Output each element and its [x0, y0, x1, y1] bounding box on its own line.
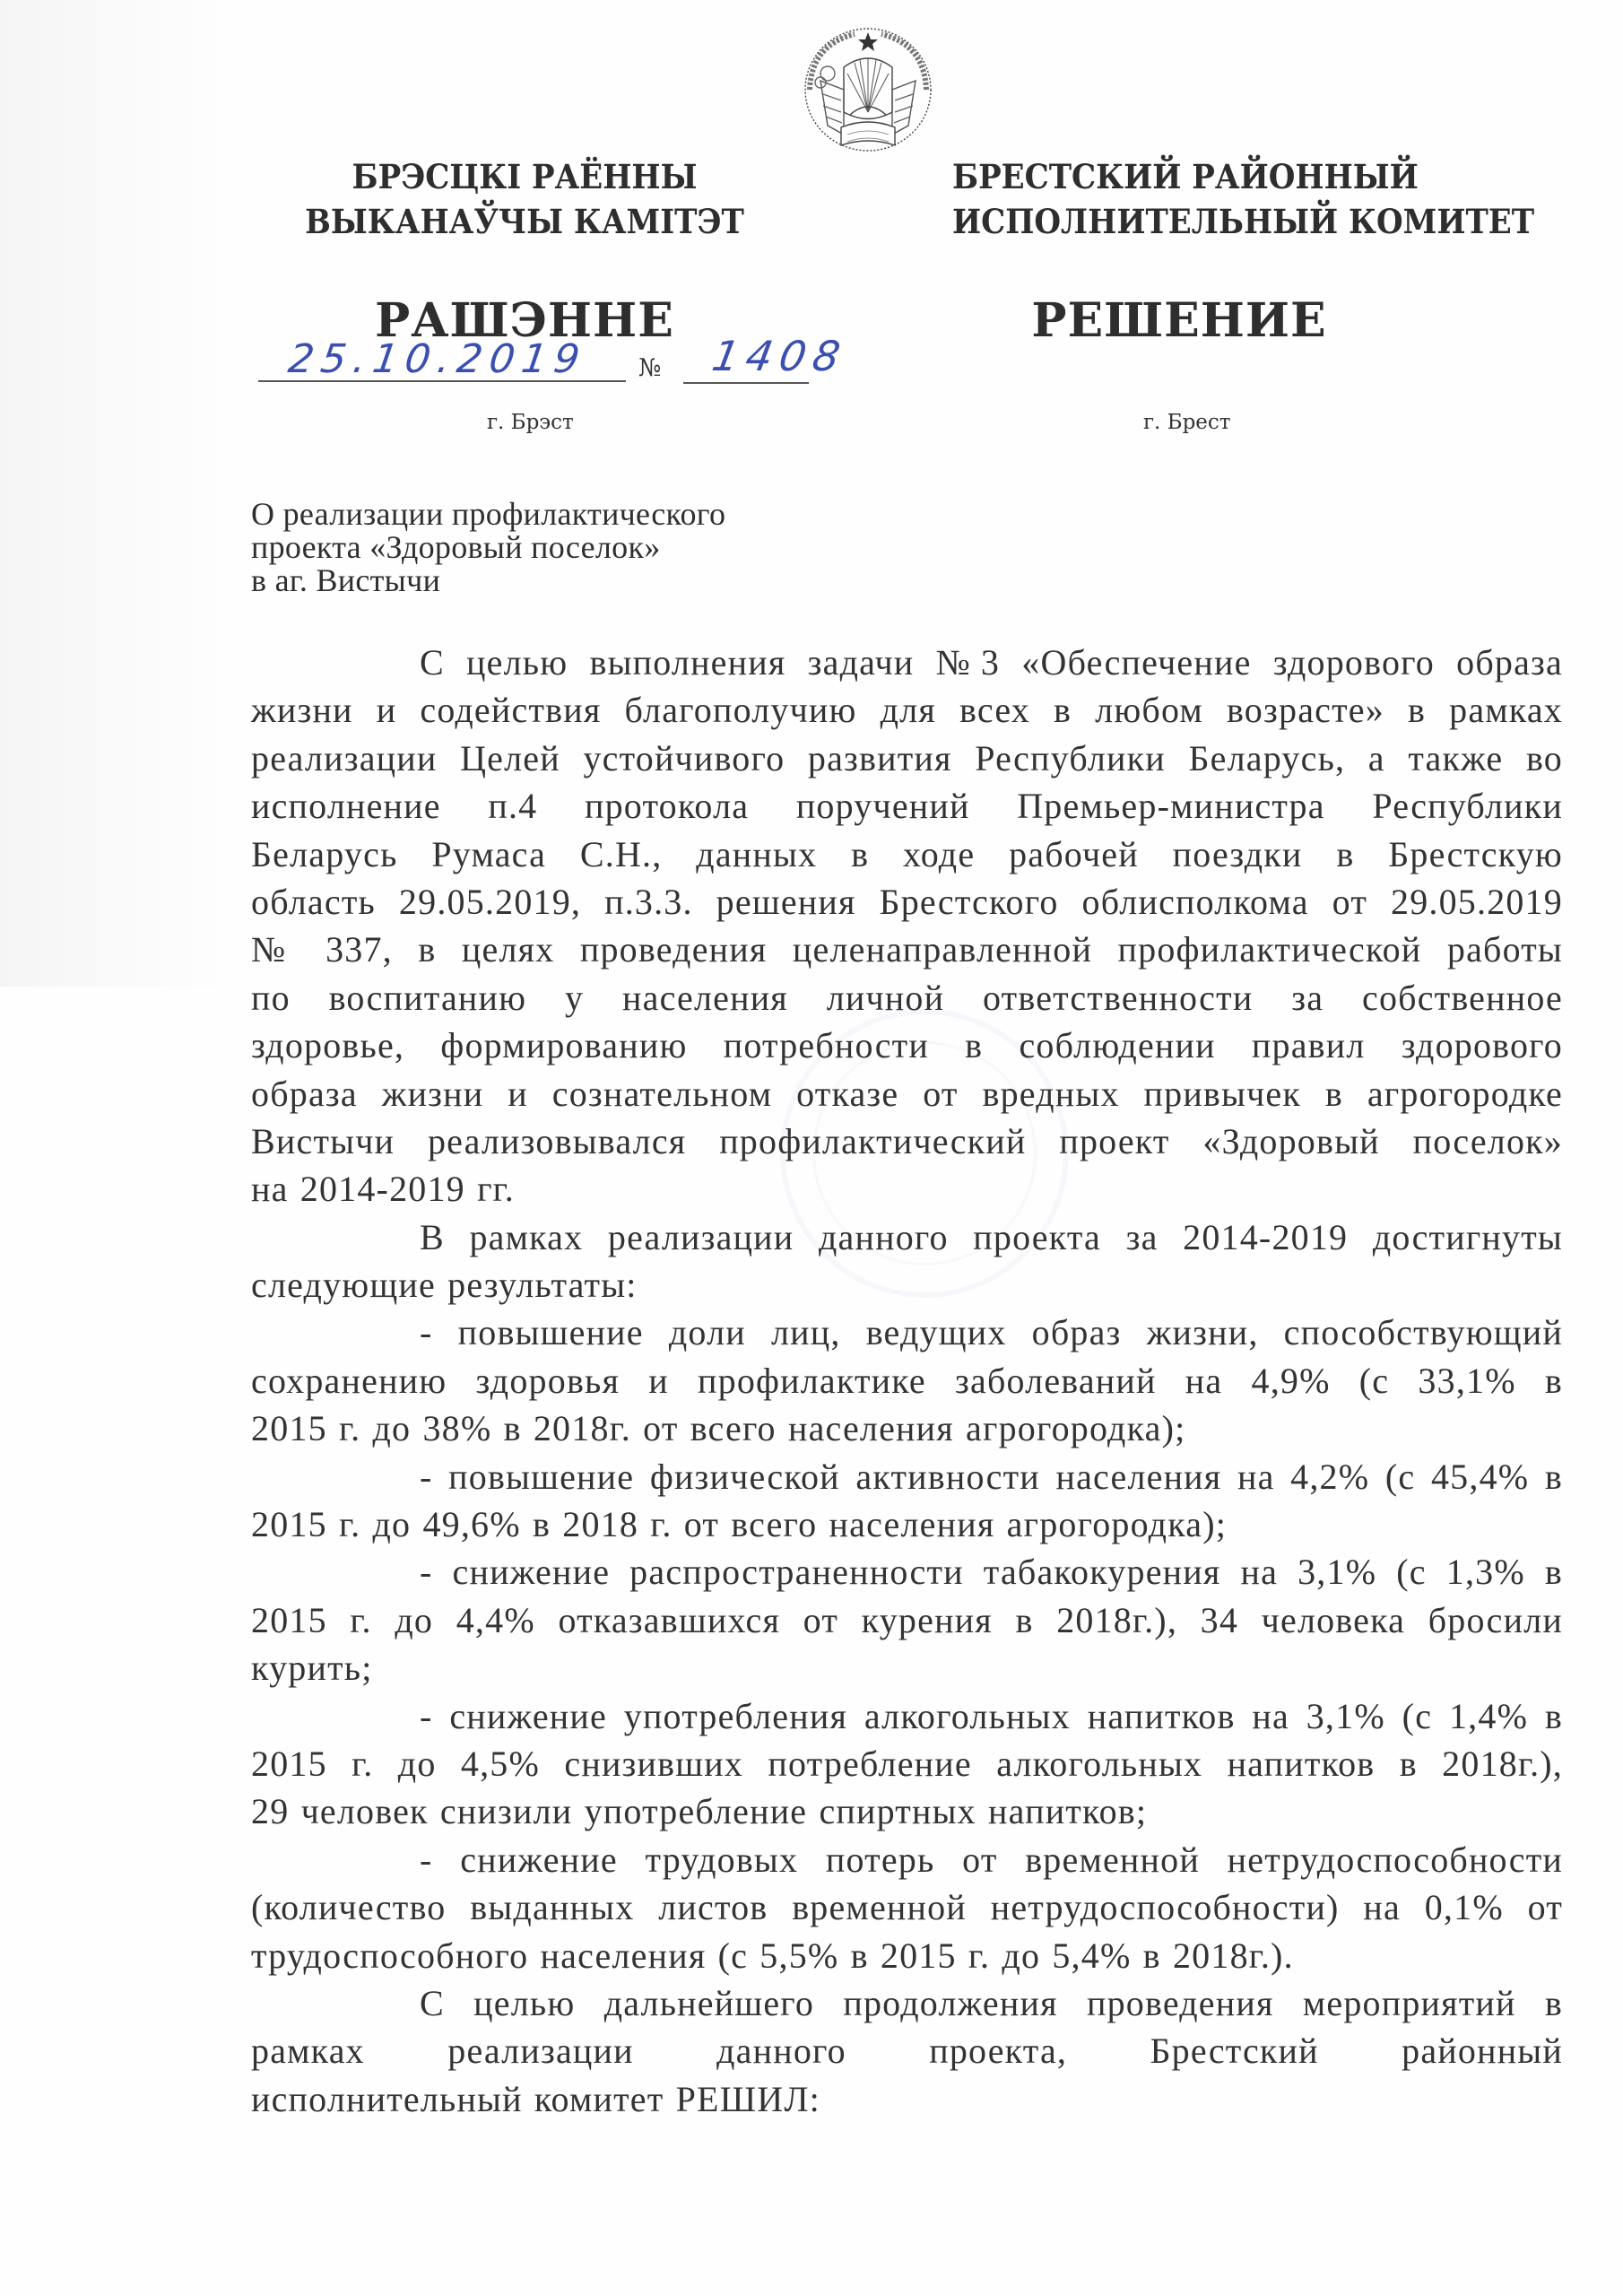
- subject-line: О реализации профилактического: [251, 496, 726, 532]
- result-item-line: 29 человек снизили употребление спиртных напитков;: [251, 1791, 1148, 1832]
- result-item-line: - повышение доли лиц, ведущих образ жизни, способствующий: [420, 1312, 1563, 1353]
- result-item-line: курить;: [251, 1648, 373, 1689]
- result-item-line: 2015 г. до 4,4% отказавшихся от курения в 2018г.), 34 человека бросили: [251, 1599, 1563, 1640]
- body-line: С целью выполнения задачи №3 «Обеспечение здорового образа: [420, 642, 1563, 683]
- org-name-belarusian-line1: БРЭСЦКІ РАЁННЫ: [352, 157, 698, 196]
- body-line: область 29.05.2019, п.3.3. решения Брестского облисполкома от 29.05.2019: [251, 881, 1563, 922]
- result-item-line: - снижение употребления алкогольных напитков на 3,1% (с 1,4% в: [420, 1695, 1563, 1736]
- city-russian: г. Брест: [1143, 411, 1231, 434]
- org-name-belarusian-line2: ВЫКАНАЎЧЫ КАМІТЭТ: [305, 202, 744, 241]
- body-line: на 2014-2019 гг.: [251, 1169, 515, 1210]
- number-sign: №: [638, 354, 662, 382]
- belarus-state-emblem-icon: [801, 27, 935, 158]
- org-name-belarusian: [290, 154, 759, 244]
- subject-line: проекта «Здоровый поселок»: [251, 529, 661, 565]
- body-line: С целью дальнейшего продолжения проведения мероприятий в: [420, 1982, 1563, 2023]
- subject-line: в аг. Вистычи: [251, 562, 441, 598]
- handwritten-date: 25.10.2019: [285, 336, 590, 382]
- body-line: по воспитанию у населения личной ответственности за собственное: [251, 977, 1563, 1018]
- result-item-line: - повышение физической активности населения на 4,2% (с 45,4% в: [420, 1456, 1563, 1497]
- body-line: реализации Целей устойчивого развития Республики Беларусь, а также во: [251, 737, 1563, 778]
- body-line: жизни и содействия благополучию для всех в любом возрасте» в рамках: [251, 690, 1563, 731]
- body-line: следующие результаты:: [251, 1265, 638, 1306]
- document-body: [251, 639, 1563, 2123]
- body-line: исполнительный комитет РЕШИЛ:: [251, 2078, 820, 2119]
- doc-type-russian: РЕШЕНИЕ: [1031, 293, 1327, 348]
- body-line: № 337, в целях проведения целенаправленной профилактической работы: [251, 929, 1563, 970]
- body-line: рамках реализации данного проекта, Брестский районный: [251, 2031, 1563, 2072]
- result-item-line: трудоспособного населения (с 5,5% в 2015 г. до 5,4% в 2018г.).: [251, 1935, 1294, 1976]
- number-underline: [683, 382, 809, 384]
- document-subject: [251, 498, 725, 597]
- scan-shadow: [0, 0, 233, 987]
- result-item-line: 2015 г. до 49,6% в 2018 г. от всего населения агрогородка);: [251, 1504, 1228, 1545]
- city-belarusian: г. Брэст: [487, 411, 574, 434]
- result-item-line: 2015 г. до 4,5% снизивших потребление алкогольных напитков в 2018г.),: [251, 1743, 1563, 1784]
- body-line: В рамках реализации данного проекта за 2014-2019 достигнуты: [420, 1216, 1563, 1257]
- result-item-line: (количество выданных листов временной нетрудоспособности) на 0,1% от: [251, 1887, 1563, 1928]
- body-line: Вистычи реализовывался профилактический проект «Здоровый поселок»: [251, 1120, 1563, 1161]
- result-item-line: 2015 г. до 38% в 2018г. от всего населения агрогородка);: [251, 1408, 1186, 1449]
- result-item-line: сохранению здоровья и профилактике заболеваний на 4,9% (с 33,1% в: [251, 1360, 1563, 1401]
- doc-type-belarusian: РАШЭННЕ: [375, 293, 674, 348]
- result-item-line: - снижение трудовых потерь от временной нетрудоспособности: [420, 1839, 1563, 1880]
- result-item-line: - снижение распространенности табакокурения на 3,1% (с 1,3% в: [420, 1552, 1563, 1593]
- body-line: Беларусь Румаса С.Н., данных в ходе рабочей поездки в Брестскую: [251, 833, 1563, 874]
- org-name-russian-line1: БРЕСТСКИЙ РАЙОННЫЙ: [952, 157, 1419, 196]
- handwritten-number: 1408: [708, 332, 851, 380]
- date-underline: [258, 380, 626, 382]
- org-name-russian: [952, 154, 1535, 244]
- body-line: исполнение п.4 протокола поручений Премьер-министра Республики: [251, 786, 1563, 827]
- body-line: образа жизни и сознательном отказе от вредных привычек в агрогородке: [251, 1073, 1563, 1114]
- body-line: здоровье, формированию потребности в соблюдении правил здорового: [251, 1025, 1563, 1066]
- org-name-russian-line2: ИСПОЛНИТЕЛЬНЫЙ КОМИТЕТ: [952, 202, 1535, 241]
